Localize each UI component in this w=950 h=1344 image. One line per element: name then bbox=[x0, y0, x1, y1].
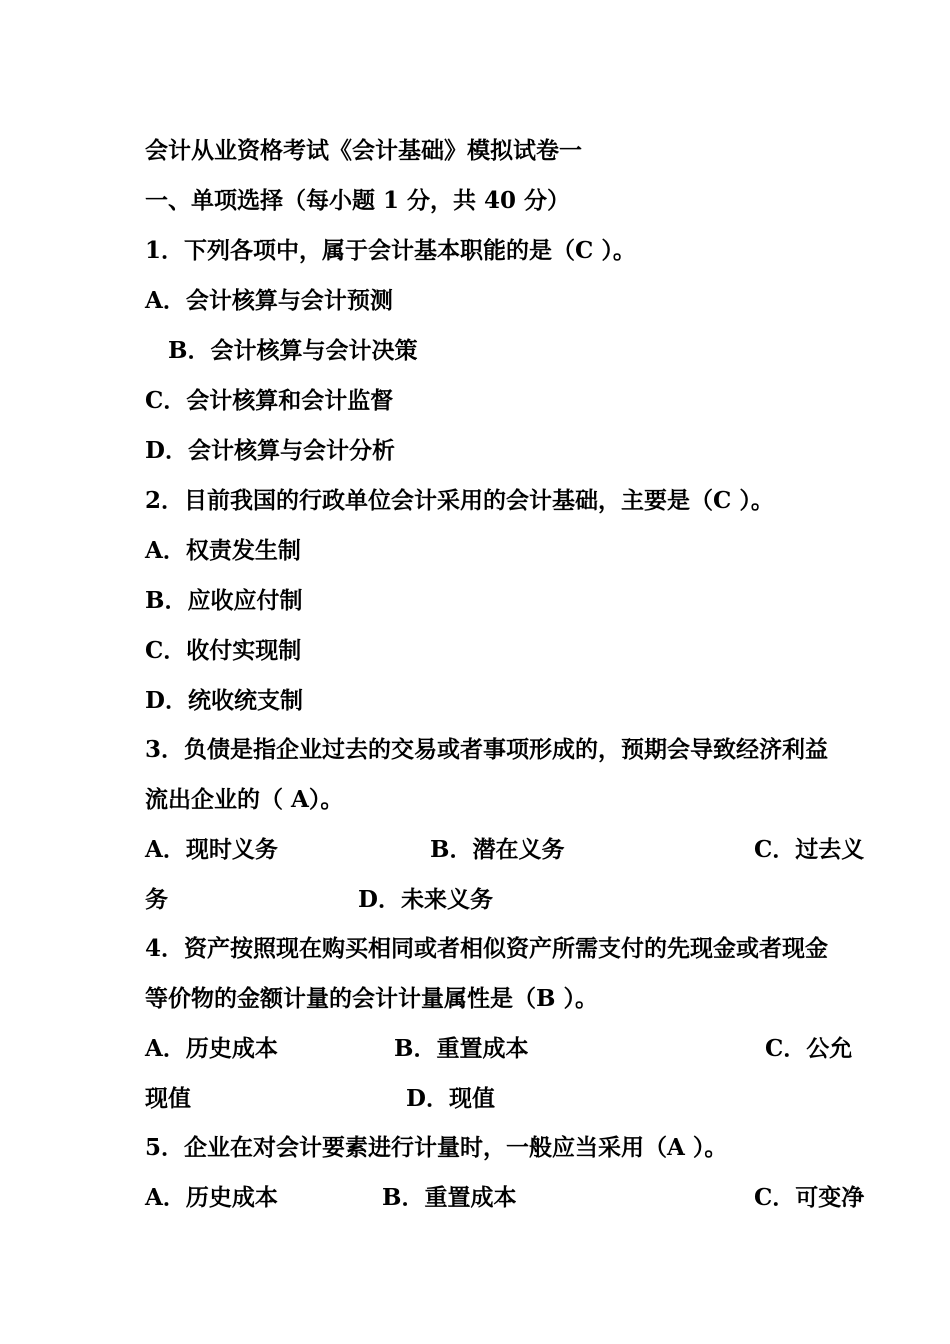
question-4-option-c: C．公允 bbox=[765, 1035, 853, 1062]
question-5-option-b: B．重置成本 bbox=[382, 1184, 517, 1211]
question-4-option-d: D．现值 bbox=[406, 1085, 495, 1112]
question-1-option-d: D．会计核算与会计分析 bbox=[145, 437, 395, 464]
question-2-option-d: D．统收统支制 bbox=[145, 687, 303, 714]
question-3-stem-line1: 3．负债是指企业过去的交易或者事项形成的，预期会导致经济利益 bbox=[145, 736, 829, 763]
section-heading: 一、单项选择（每小题 1 分，共 40 分） bbox=[145, 187, 571, 214]
question-3-option-d: D．未来义务 bbox=[358, 886, 493, 913]
question-1-stem: 1．下列各项中，属于会计基本职能的是（C ）。 bbox=[145, 237, 636, 264]
question-4-stem-line2: 等价物的金额计量的会计计量属性是（B ）。 bbox=[145, 985, 598, 1012]
question-1-option-c: C．会计核算和会计监督 bbox=[145, 387, 394, 414]
question-2-option-b: B．应收应付制 bbox=[145, 587, 303, 614]
question-3-stem-line2: 流出企业的（ A）。 bbox=[145, 786, 344, 813]
question-1-option-b: B．会计核算与会计决策 bbox=[168, 337, 418, 364]
question-2-option-a: A．权责发生制 bbox=[145, 537, 301, 564]
question-2-stem: 2．目前我国的行政单位会计采用的会计基础，主要是（C ）。 bbox=[145, 487, 774, 514]
question-3-option-a: A．现时义务 bbox=[145, 836, 278, 863]
question-1-option-a: A．会计核算与会计预测 bbox=[145, 287, 393, 314]
question-4-stem-line1: 4．资产按照现在购买相同或者相似资产所需支付的先现金或者现金 bbox=[145, 935, 829, 962]
question-5-option-a: A．历史成本 bbox=[145, 1184, 278, 1211]
question-2-option-c: C．收付实现制 bbox=[145, 637, 302, 664]
question-5-stem: 5．企业在对会计要素进行计量时，一般应当采用（A ）。 bbox=[145, 1134, 728, 1161]
question-4-option-c-continued: 现值 bbox=[145, 1085, 191, 1112]
question-5-option-c: C．可变净 bbox=[754, 1184, 865, 1211]
document-title: 会计从业资格考试《会计基础》模拟试卷一 bbox=[145, 137, 582, 164]
question-3-option-c-continued: 务 bbox=[145, 886, 168, 913]
question-4-option-b: B．重置成本 bbox=[394, 1035, 529, 1062]
question-4-option-a: A．历史成本 bbox=[145, 1035, 278, 1062]
question-3-option-b: B．潜在义务 bbox=[430, 836, 565, 863]
question-3-option-c: C．过去义 bbox=[754, 836, 865, 863]
